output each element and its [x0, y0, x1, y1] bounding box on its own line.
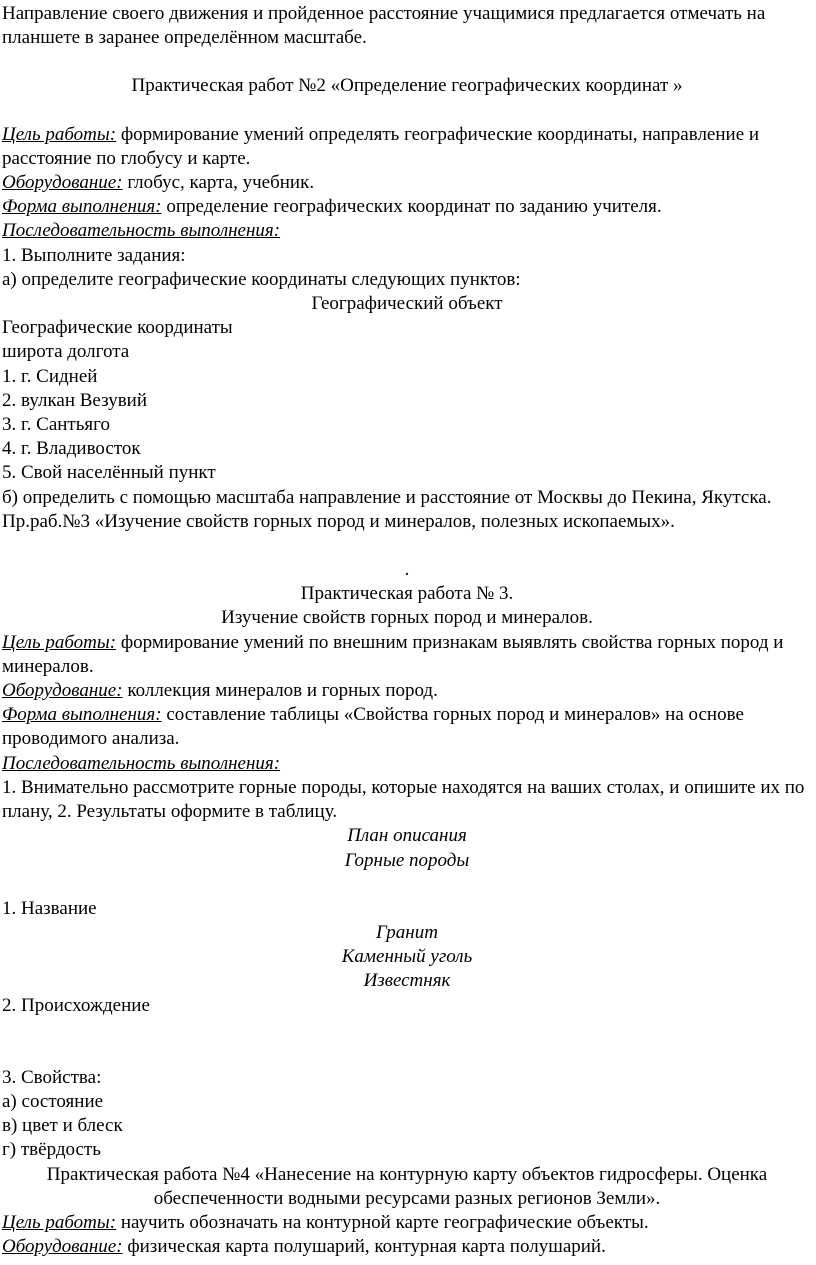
pr3-sequence — [2, 752, 812, 776]
pr3-seq-label: Последовательность выполнения: — [2, 752, 281, 774]
pr3-form-label: Форма выполнения: — [2, 704, 162, 726]
prop-item: в) цвет и блеск — [2, 1115, 123, 1137]
pr2-form-text: определение географических координат по заданию учителя. — [161, 196, 662, 218]
pr2-goal — [2, 123, 812, 171]
prop-item: а) состояние — [2, 1090, 104, 1112]
pr3-goal-label: Цель работы: — [2, 631, 117, 653]
rocks-title: Горные породы — [344, 849, 470, 871]
pr4-goal-text: научить обозначать на контурной карте географические объекты. — [116, 1211, 649, 1233]
list-item: 4. г. Владивосток — [2, 438, 141, 460]
intro-paragraph: Направление своего движения и пройденное расстояние учащимися предлагается отмечать на планшете в заранее определённом масштабе. — [2, 3, 766, 49]
plan-title: План описания — [347, 825, 467, 847]
props-row: 3. Свойства: — [2, 1066, 102, 1088]
pr4-title: Практическая работа №4 «Нанесение на контурную карту объектов гидросферы. Оценка обеспеченности водными ресурсами разных регионов Земли». — [46, 1163, 768, 1209]
pr2-equip-text: глобус, карта, учебник. — [122, 172, 315, 194]
pr3-sequence-text: 1. Внимательно рассмотрите горные породы, которые находятся на ваших столах, и опишите их по плану, 2. Результаты оформите в таблицу. — [2, 776, 805, 823]
pr2-equip-label: Оборудование: — [2, 172, 123, 194]
prop-item: г) твёрдость — [2, 1139, 101, 1161]
pr2-form — [2, 195, 812, 219]
rock-item: Известняк — [363, 970, 451, 992]
pr3-form-text: составление таблицы «Свойства горных пород и минералов» на основе проводимого анализа. — [2, 704, 744, 750]
rock-item: Гранит — [376, 921, 438, 943]
pr2-task-a: а) определите географические координаты следующих пунктов: — [2, 268, 521, 290]
col-latlon: широта долгота — [2, 341, 130, 363]
pr3-equip-text: коллекция минералов и горных пород. — [122, 680, 438, 702]
pr2-title: Практическая работ №2 «Определение географических координат » — [131, 75, 683, 97]
pr2-equipment — [2, 171, 812, 195]
name-row: 1. Название — [2, 897, 97, 919]
pr2-task1: 1. Выполните задания: — [2, 244, 186, 266]
pr4-equipment — [2, 1235, 812, 1259]
list-item: 5. Свой населённый пункт — [2, 462, 216, 484]
pr3-goal — [2, 631, 812, 679]
pr4-equip-label: Оборудование: — [2, 1236, 123, 1258]
rock-item: Каменный уголь — [341, 946, 473, 968]
col-coords: Географические координаты — [2, 317, 233, 339]
separator-dot: . — [404, 559, 410, 581]
pr2-seq-label: Последовательность выполнения: — [2, 220, 281, 242]
list-item: 3. г. Сантьяго — [2, 414, 110, 436]
pr2-sequence — [2, 219, 812, 243]
pr2-form-label: Форма выполнения: — [2, 196, 162, 218]
pr3-form — [2, 703, 812, 751]
pr3-equip-label: Оборудование: — [2, 680, 123, 702]
pr2-task-b: б) определить с помощью масштаба направление и расстояние от Москвы до Пекина, Якутска. — [2, 486, 772, 508]
pr4-equip-text: физическая карта полушарий, контурная карта полушарий. — [122, 1236, 606, 1258]
pr3-subtitle: Изучение свойств горных пород и минералов. — [221, 607, 593, 629]
pr3-equipment — [2, 679, 812, 703]
origin-row: 2. Происхождение — [2, 994, 150, 1016]
pr3-title: Практическая работа № 3. — [300, 583, 514, 605]
list-item: 1. г. Сидней — [2, 365, 98, 387]
pr2-goal-text: формирование умений определять географические координаты, направление и расстояние по глобусу и карте. — [2, 123, 760, 169]
pr2-goal-label: Цель работы: — [2, 123, 117, 145]
col-object: Географический объект — [311, 293, 503, 315]
pr4-goal — [2, 1211, 812, 1235]
pr3-goal-text: формирование умений по внешним признакам выявлять свойства горных пород и минералов. — [2, 631, 784, 677]
pr3-reference: Пр.раб.№3 «Изучение свойств горных пород и минералов, полезных ископаемых». — [2, 510, 675, 532]
list-item: 2. вулкан Везувий — [2, 389, 148, 411]
pr4-goal-label: Цель работы: — [2, 1211, 117, 1233]
